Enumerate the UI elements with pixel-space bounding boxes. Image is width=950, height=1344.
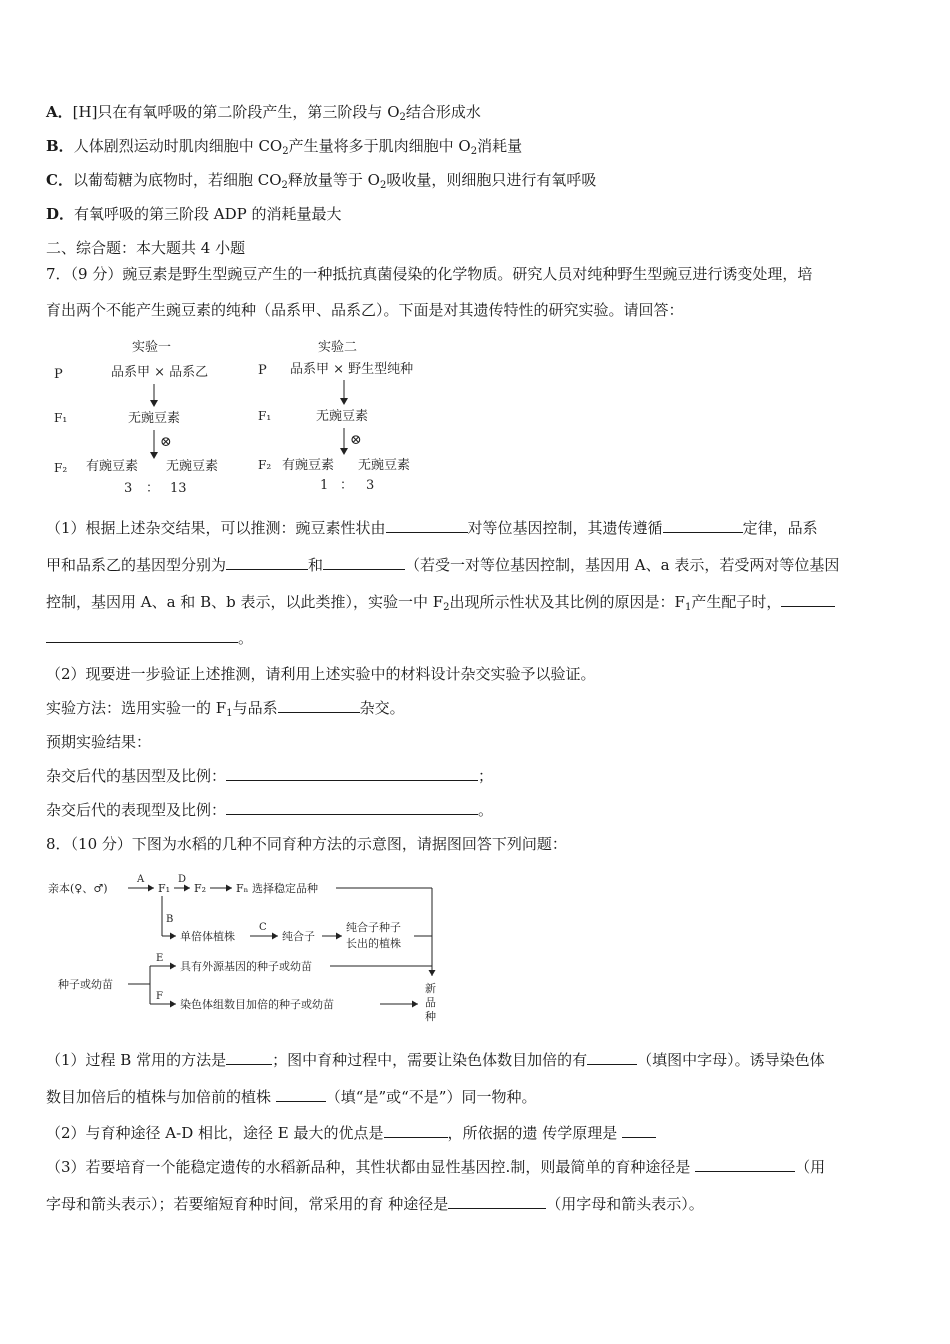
exp2-f1-text: 无豌豆素 — [316, 409, 369, 424]
exp2-f1-label: F₁ — [258, 409, 272, 423]
diagram-parent: 亲本(♀、♂) — [48, 882, 108, 895]
q7-part1-line4: 。 — [46, 628, 253, 648]
diagram-new-3: 种 — [425, 1010, 436, 1023]
exp1-ratio-left: 3 — [124, 481, 133, 496]
exp2-title: 实验二 — [318, 340, 358, 355]
q7-cross-diagram — [46, 334, 446, 508]
option-b-label: B． — [46, 137, 74, 155]
diagram-label-f: F — [156, 991, 163, 1002]
q8-breeding-diagram — [46, 868, 446, 1032]
exp2-p-label: P — [258, 363, 267, 378]
q8-score: （10 分） — [70, 835, 132, 853]
diagram-f1: F₁ — [158, 882, 171, 895]
diagram-label-b: B — [166, 914, 174, 925]
diagram-foreign: 具有外源基因的种子或幼苗 — [180, 960, 312, 973]
diagram-fn: Fₙ — [236, 882, 249, 895]
q7-score: （9 分） — [70, 265, 123, 283]
diagram-seed: 种子或幼苗 — [58, 978, 113, 991]
exp1-cross: 品系甲 × 品系乙 — [111, 365, 209, 380]
answer-blank[interactable] — [226, 1050, 272, 1065]
answer-blank[interactable] — [226, 766, 478, 781]
q8-number: 8． — [46, 835, 71, 853]
diagram-new-2: 品 — [425, 996, 436, 1009]
exp2-ratio-left: 1 — [320, 478, 329, 493]
diagram-doubled: 染色体组数目加倍的种子或幼苗 — [180, 998, 334, 1011]
diagram-pureseed-1: 纯合子种子 — [346, 921, 401, 934]
answer-blank[interactable] — [276, 1087, 326, 1102]
q7-method: 实验方法：选用实验一的 $F_1$与品系 杂交。 — [46, 699, 405, 719]
answer-blank[interactable] — [663, 518, 743, 533]
q8-part1-line1: （1）过程 B 常用的方法是 ；图中育种过程中，需要让染色体数目加倍的有 （填图中字母）。诱导染色体 — [46, 1051, 825, 1069]
option-c: C．以葡萄糖为底物时，若细胞 $CO_2$释放量等于 $O_2$吸收量，则细胞只进行有氧呼吸 — [46, 171, 597, 191]
q7-stem-line2: 育出两个不能产生豌豆素的纯种（品系甲、品系乙）。下面是对其遗传特性的研究实验。请回答： — [46, 301, 684, 319]
exp1-f1-label: F₁ — [54, 411, 68, 425]
exp1-ratio-right: 13 — [170, 481, 187, 496]
section-heading: 二、综合题：本大题共 4 小题 — [46, 239, 246, 257]
option-d: D．有氧呼吸的第三阶段 ADP 的消耗量最大 — [46, 205, 342, 223]
q7-part2-line1: （2）现要进一步验证上述推测，请利用上述实验中的材料设计杂交实验予以验证。 — [46, 665, 596, 683]
exp2-f2-label: F₂ — [258, 458, 272, 472]
q7-phenotype: 杂交后代的表现型及比例： 。 — [46, 801, 494, 819]
exp1-title: 实验一 — [132, 340, 172, 355]
q8-part1-line2: 数目加倍后的植株与加倍前的植株 （填“是”或“不是”）同一物种。 — [46, 1088, 537, 1106]
diagram-pure: 纯合子 — [282, 930, 315, 943]
answer-blank[interactable] — [46, 628, 238, 643]
q7-part1-line1: （1）根据上述杂交结果，可以推测：豌豆素性状由 对等位基因控制，其遗传遵循 定律，品系 — [46, 519, 818, 537]
q7-part1-line3: 控制，基因用 A、a 和 B、b 表示，以此类推），实验一中 $F_2$出现所示性状及其比例的原因是：$F_1$产生配子时， — [46, 592, 835, 612]
diagram-haploid: 单倍体植株 — [180, 930, 235, 943]
answer-blank[interactable] — [695, 1157, 795, 1172]
option-a-label: A． — [46, 103, 73, 121]
option-b: B．人体剧烈运动时肌肉细胞中 $CO_2$产生量将多于肌肉细胞中 $O_2$消耗量 — [46, 137, 523, 157]
answer-blank[interactable] — [278, 698, 360, 713]
answer-blank[interactable] — [587, 1050, 637, 1065]
exp1-f1-text: 无豌豆素 — [128, 411, 181, 426]
answer-blank[interactable] — [622, 1123, 656, 1138]
diagram-label-a: A — [137, 874, 145, 885]
q8-part3-line2: 字母和箭头表示）；若要缩短育种时间，常采用的育 种途径是 （用字母和箭头表示）。 — [46, 1195, 704, 1213]
exp2-self-icon: ⊗ — [350, 432, 362, 448]
diagram-label-c: C — [259, 922, 267, 933]
q7-stem-line1: 7．（9 分）豌豆素是野生型豌豆产生的一种抵抗真菌侵染的化学物质。研究人员对纯种野生型豌豆进行诱变处理，培 — [46, 265, 813, 283]
q7-genotype: 杂交后代的基因型及比例： ； — [46, 767, 494, 785]
exp2-f2-left: 有豌豆素 — [282, 458, 335, 473]
answer-blank[interactable] — [448, 1194, 546, 1209]
q8-stem: 8．（10 分）下图为水稻的几种不同育种方法的示意图，请据图回答下列问题： — [46, 835, 567, 853]
option-a: A．[H]只在有氧呼吸的第二阶段产生，第三阶段与 $O_2$结合形成水 — [46, 103, 481, 123]
diagram-new-1: 新 — [425, 982, 436, 995]
diagram-f2: F₂ — [194, 882, 207, 895]
answer-blank[interactable] — [384, 1123, 448, 1138]
exp2-f2-right: 无豌豆素 — [358, 458, 411, 473]
exp1-f2-label: F₂ — [54, 461, 68, 475]
diagram-select: 选择稳定品种 — [252, 882, 318, 895]
q8-part2: （2）与育种途径 A-D 相比，途径 E 最大的优点是 ，所依据的遗 传学原理是 — [46, 1123, 656, 1143]
option-d-label: D． — [46, 205, 75, 223]
q7-expected: 预期实验结果： — [46, 733, 152, 751]
exp2-ratio-colon: ： — [340, 478, 354, 493]
q8-part3-line1: （3）若要培育一个能稳定遗传的水稻新品种，其性状都由显性基因控.制，则最简单的育种途径是 （用 — [46, 1158, 826, 1176]
diagram-pureseed-2: 长出的植株 — [346, 937, 401, 950]
q7-part1-line2: 甲和品系乙的基因型分别为 和 （若受一对等位基因控制，基因用 A、a 表示，若受两对等位基因 — [46, 556, 840, 574]
answer-blank[interactable] — [226, 800, 478, 815]
option-c-label: C． — [46, 171, 73, 189]
exp1-p-label: P — [54, 367, 63, 382]
answer-blank[interactable] — [781, 592, 835, 607]
exp2-cross: 品系甲 × 野生型纯种 — [290, 362, 414, 377]
exp1-f2-left: 有豌豆素 — [86, 459, 139, 474]
answer-blank[interactable] — [386, 518, 468, 533]
exp1-f2-right: 无豌豆素 — [166, 459, 219, 474]
answer-blank[interactable] — [226, 555, 308, 570]
exp1-ratio-colon: ： — [146, 481, 160, 496]
answer-blank[interactable] — [323, 555, 405, 570]
diagram-label-d: D — [178, 874, 187, 885]
exp2-ratio-right: 3 — [366, 478, 375, 493]
diagram-label-e: E — [156, 953, 164, 964]
q7-number: 7． — [46, 265, 71, 283]
exp1-self-icon: ⊗ — [160, 434, 172, 450]
